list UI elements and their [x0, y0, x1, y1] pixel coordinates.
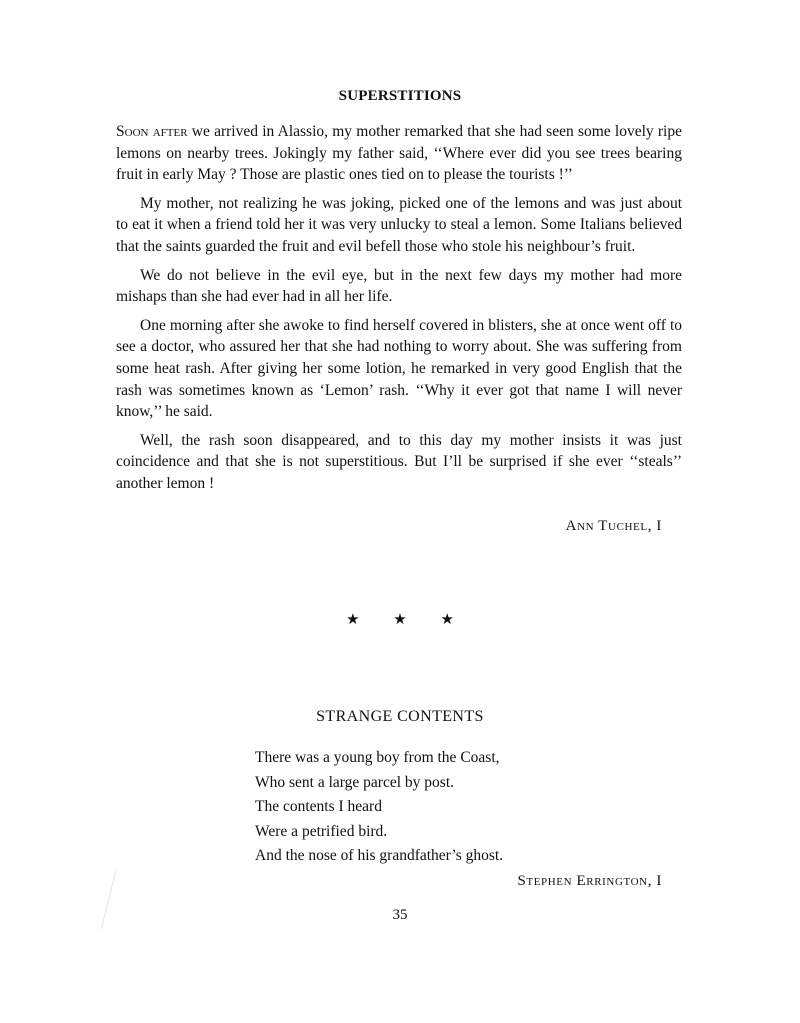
poem-line: The contents I heard — [255, 798, 382, 815]
article-body — [116, 121, 682, 502]
lead-small-caps: Soon after — [116, 123, 188, 140]
poem-author: Stephen Errington, I — [517, 873, 662, 889]
article-author: Ann Tuchel, I — [565, 518, 662, 534]
poem-line: Who sent a large parcel by post. — [255, 773, 454, 791]
article-paragraph-5: Well, the rash soon disappeared, and to this day my mother insists it was just coincidence and that she is not superstitious. But I’ll be surprised if she ever ‘‘steals’’ another lemon ! — [116, 431, 682, 492]
poem-body — [255, 746, 675, 869]
poem-line: Were a petrified bird. — [255, 822, 388, 840]
section-separator-stars: ★ ★ ★ — [346, 612, 454, 628]
poem-title: STRANGE CONTENTS — [316, 708, 484, 725]
article-paragraph-3: We do not believe in the evil eye, but in the next few days my mother had more mishaps than she had ever had in all her life. — [116, 266, 682, 306]
article-paragraph-2: My mother, not realizing he was joking, picked one of the lemons and was just about to eat it when a friend told her it was very unlucky to steal a lemon. Some Italians believed that the saints guarded the fruit and evil befell those who stole his neighbour’s fruit. — [116, 194, 682, 255]
poem-line: And the nose of his grandfather’s ghost. — [255, 847, 504, 864]
article-paragraph-1 — [116, 121, 682, 186]
paragraph-1-text: we arrived in Alassio, my mother remarked that she had seen some lovely ripe lemons on nearby trees. Jokingly my father said, ‘‘Where ever did you see trees bearing fruit in early May ? Those are plastic ones tied on to please the tourists !’’ — [116, 123, 682, 184]
poem-line: There was a young boy from the Coast, — [255, 749, 500, 766]
page-number: 35 — [392, 907, 408, 923]
article-paragraph-4: One morning after she awoke to find herself covered in blisters, she at once went off to see a doctor, who assured her that she had nothing to worry about. She was suffering from some heat rash. After giving her some lotion, he remarked in very good English that the rash was sometimes known as ‘Lemon’ rash. ‘‘Why it ever got that name I will never know,’’ he said. — [116, 316, 682, 421]
article-title: SUPERSTITIONS — [338, 88, 462, 104]
